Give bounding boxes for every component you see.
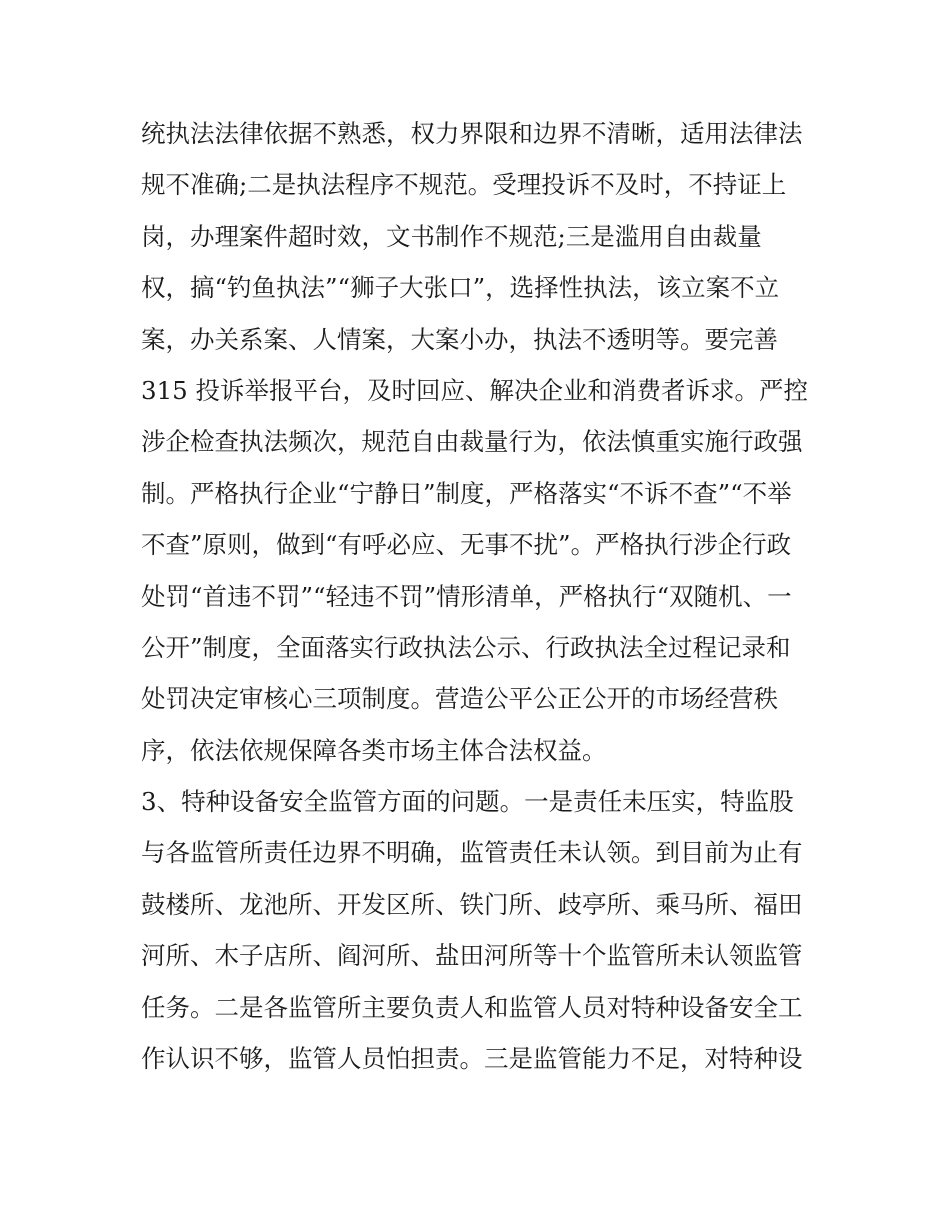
text-line: 作认识不够，监管人员怕担责。三是监管能力不足，对特种设	[141, 1044, 803, 1074]
text-line: 统执法法律依据不熟悉，权力界限和边界不清晰，适用法律法	[141, 119, 803, 148]
text-line: 河所、木子店所、阎河所、盐田河所等十个监管所未认领监管	[141, 941, 803, 971]
text-line: 岗，办理案件超时效，文书制作不规范;三是滥用自由裁量	[141, 221, 762, 251]
text-line: 权，搞“钓鱼执法”“狮子大张口”，选择性执法，该立案不立	[141, 273, 780, 303]
text-line: 公开”制度，全面落实行政执法公示、行政执法全过程记录和	[141, 632, 791, 662]
text-line: 不查”原则，做到“有呼必应、无事不扰”。严格执行涉企行政	[141, 530, 792, 560]
text-line: 涉企检查执法频次，规范自由裁量行为，依法慎重实施行政强	[141, 427, 803, 457]
text-line: 315 投诉举报平台，及时回应、解决企业和消费者诉求。严控	[141, 375, 809, 405]
text-line: 处罚决定审核心三项制度。营造公平公正公开的市场经营秩	[141, 684, 778, 714]
text-line: 处罚“首违不罚”“轻违不罚”情形清单，严格执行“双随机、一	[141, 581, 792, 611]
text-line: 鼓楼所、龙池所、开发区所、铁门所、歧亭所、乘马所、福田	[141, 889, 803, 919]
text-line: 与各监管所责任边界不明确，监管责任未认领。到目前为止有	[141, 838, 803, 868]
text-line: 制。严格执行企业“宁静日”制度，严格落实“不诉不查”“不举	[141, 478, 792, 508]
text-line: 序，依法依规保障各类市场主体合法权益。	[141, 735, 607, 765]
body-text	[141, 108, 821, 1084]
text-line: 规不准确;二是执法程序不规范。受理投诉不及时，不持证上	[141, 170, 787, 200]
text-line: 案，办关系案、人情案，大案小办，执法不透明等。要完善	[141, 324, 778, 354]
text-line: 3、特种设备安全监管方面的问题。一是责任未压实，特监股	[141, 787, 794, 817]
text-line: 任务。二是各监管所主要负责人和监管人员对特种设备安全工	[141, 992, 803, 1022]
